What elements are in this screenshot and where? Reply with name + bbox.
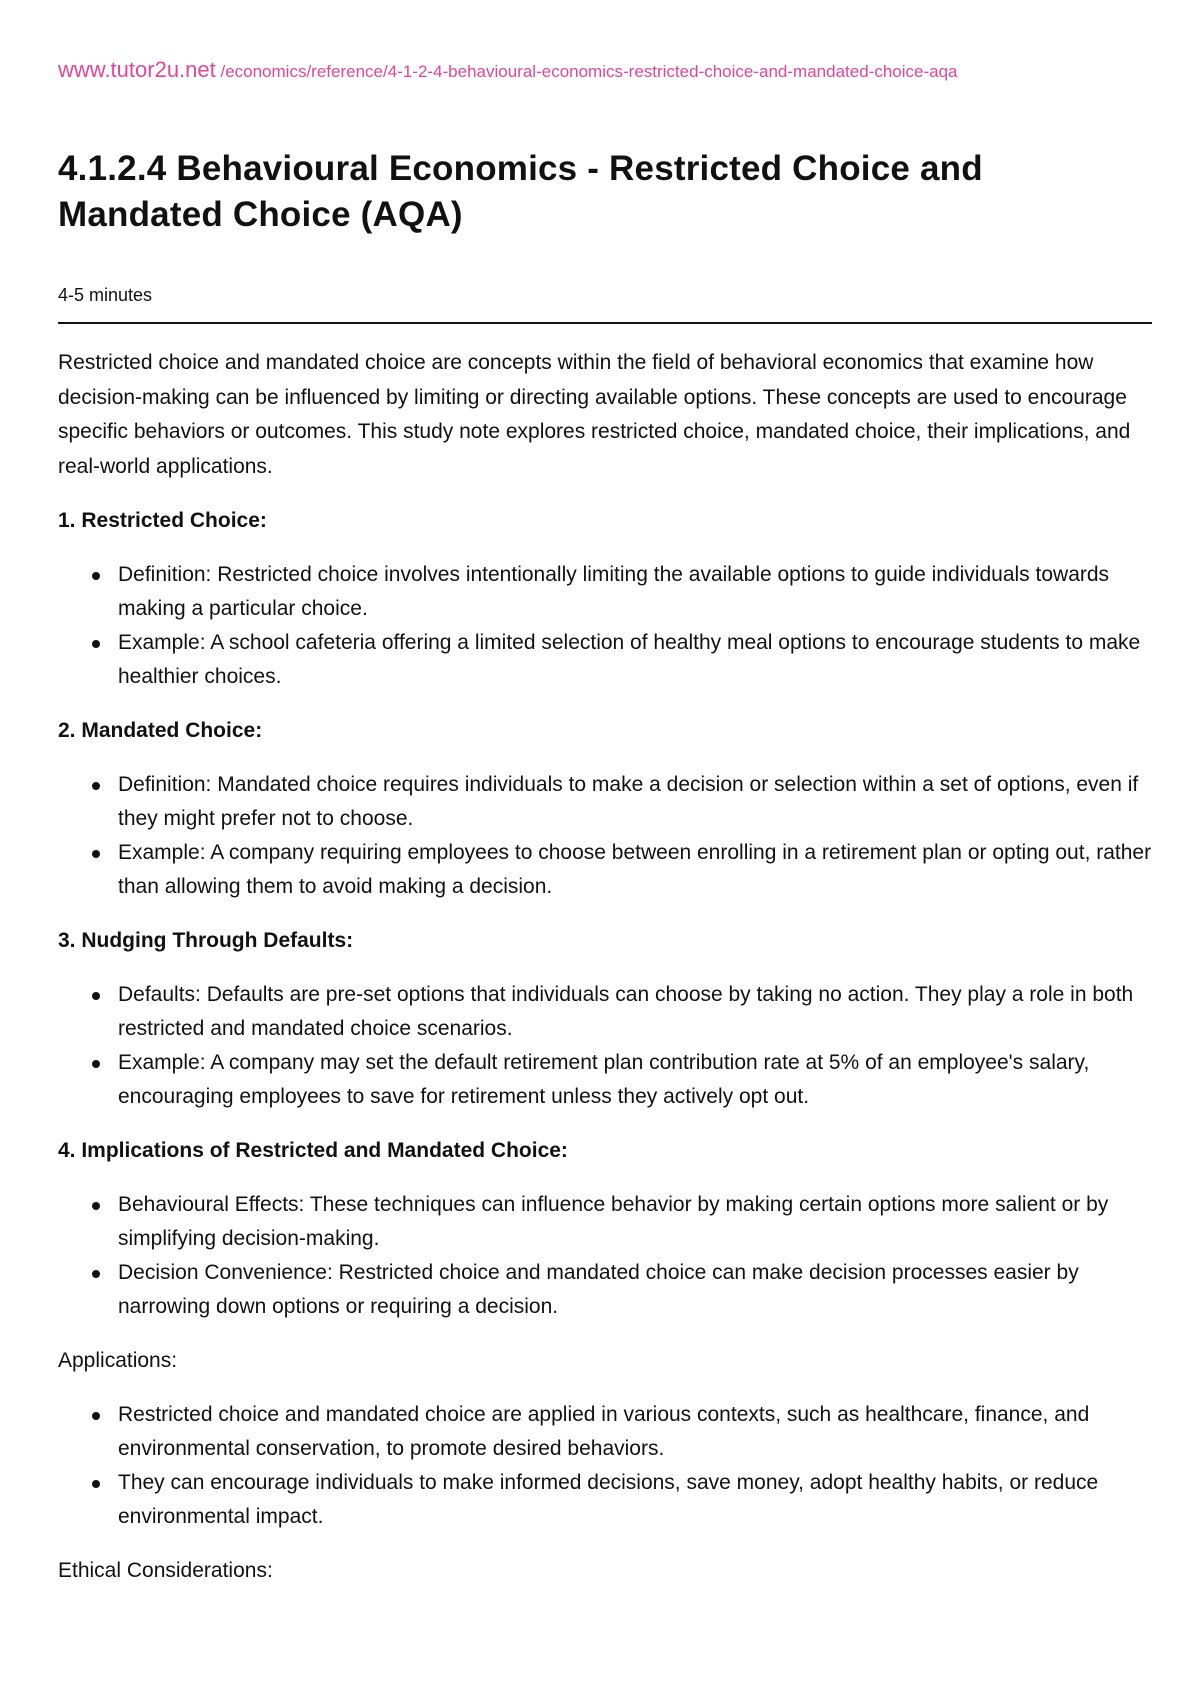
list-item [58, 626, 1152, 694]
bullet-icon [92, 572, 100, 580]
ethical-considerations-heading: Ethical Considerations: [58, 1559, 273, 1582]
list-item-text: Restricted choice and mandated choice are applied in various contexts, such as healthcare, finance, and environmental conservation, to promote desired behaviors. [118, 1403, 1090, 1460]
bullet-list [58, 768, 1152, 904]
list-item-text: Decision Convenience: Restricted choice and mandated choice can make decision processes easier by narrowing down options or requiring a decision. [118, 1261, 1079, 1318]
list-item [58, 558, 1152, 626]
bullet-icon [92, 1412, 100, 1420]
section-heading-implications: 4. Implications of Restricted and Mandated Choice: [58, 1139, 568, 1162]
list-item-text: Behavioural Effects: These techniques can influence behavior by making certain options more salient or by simplifying decision-making. [118, 1193, 1109, 1250]
section-heading-mandated-choice: 2. Mandated Choice: [58, 719, 263, 742]
applications-heading: Applications: [58, 1349, 178, 1372]
bullet-list [58, 558, 1152, 694]
page-title: 4.1.2.4 Behavioural Economics - Restricted Choice and Mandated Choice (AQA) [58, 149, 983, 234]
bullet-icon [92, 1480, 100, 1488]
list-item [58, 836, 1152, 904]
list-item-text: They can encourage individuals to make informed decisions, save money, adopt healthy habits, or reduce environmental impact. [118, 1471, 1099, 1528]
bullet-icon [92, 640, 100, 648]
list-item [58, 768, 1152, 836]
list-item [58, 1398, 1152, 1466]
list-item-text: Example: A company requiring employees to choose between enrolling in a retirement plan or opting out, rather than allowing them to avoid making a decision. [118, 841, 1152, 898]
bullet-icon [92, 1060, 100, 1068]
list-item-text: Example: A school cafeteria offering a limited selection of healthy meal options to encourage students to make healthier choices. [118, 631, 1141, 688]
list-item-text: Defaults: Defaults are pre-set options that individuals can choose by taking no action. They play a role in both restricted and mandated choice scenarios. [118, 983, 1134, 1040]
list-item-text: Definition: Mandated choice requires individuals to make a decision or selection within a set of options, even if they might prefer not to choose. [118, 773, 1139, 830]
bullet-list [58, 1188, 1152, 1324]
source-domain-link[interactable]: www.tutor2u.net [58, 57, 216, 82]
bullet-icon [92, 1270, 100, 1278]
bullet-icon [92, 850, 100, 858]
list-item [58, 978, 1152, 1046]
list-item-text: Example: A company may set the default retirement plan contribution rate at 5% of an employee's salary, encouraging employees to save for retirement unless they actively opt out. [118, 1051, 1090, 1108]
list-item-text: Definition: Restricted choice involves intentionally limiting the available options to guide individuals towards making a particular choice. [118, 563, 1110, 620]
source-path-link[interactable]: /economics/reference/4-1-2-4-behavioural-economics-restricted-choice-and-mandated-choice-aqa [215, 62, 958, 81]
section-heading-restricted-choice: 1. Restricted Choice: [58, 509, 267, 532]
article-page [58, 58, 1152, 1588]
section-heading-nudging-defaults: 3. Nudging Through Defaults: [58, 929, 354, 952]
bullet-icon [92, 992, 100, 1000]
intro-paragraph: Restricted choice and mandated choice are concepts within the field of behavioral economics that examine how decision-making can be influenced by limiting or directing available options. These concepts are used to encourage specific behaviors or outcomes. This study note explores restricted choice, mandated choice, their implications, and real-world applications. [58, 351, 1131, 478]
bullet-list [58, 1398, 1152, 1534]
read-time: 4-5 minutes [58, 285, 153, 305]
list-item [58, 1466, 1152, 1534]
bullet-list [58, 978, 1152, 1114]
bullet-icon [92, 1202, 100, 1210]
bullet-icon [92, 782, 100, 790]
list-item [58, 1256, 1152, 1324]
title-divider [58, 322, 1152, 324]
list-item [58, 1188, 1152, 1256]
list-item [58, 1046, 1152, 1114]
source-url[interactable] [58, 58, 1152, 84]
